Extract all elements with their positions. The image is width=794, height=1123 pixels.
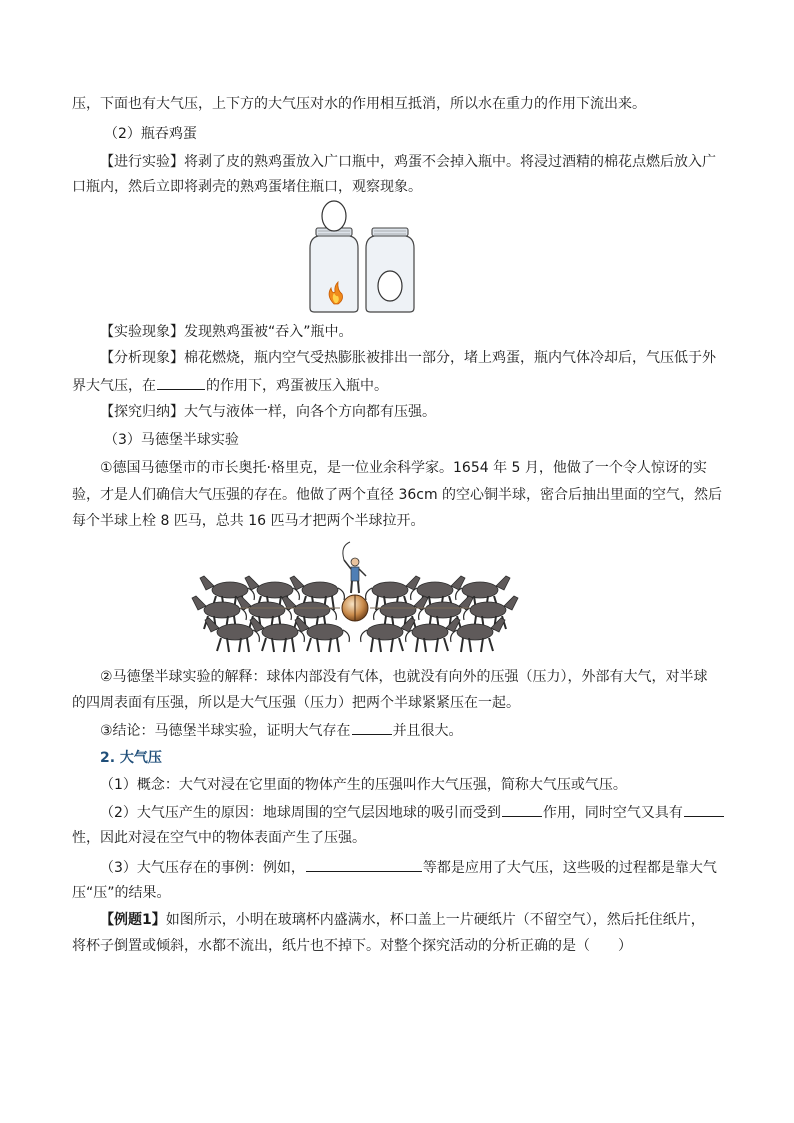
text-line: 性，因此对浸在空气中的物体表面产生了压强。	[72, 830, 366, 846]
fill-blank[interactable]	[352, 720, 392, 735]
text-line: ②马德堡半球实验的解释：球体内部没有气体，也就没有向外的压强（压力），外部有大气，对半球	[100, 669, 708, 685]
text-line: 验，才是人们确信大气压强的存在。他做了两个直径 36cm 的空心铜半球，密合后抽出里面的空气，然后	[72, 487, 723, 503]
text-fragment: 界大气压，在	[72, 378, 156, 394]
egg-bottle-figure	[300, 200, 430, 315]
fill-blank[interactable]	[157, 375, 205, 390]
subsection-heading: （3）马德堡半球实验	[104, 432, 239, 448]
example-label: 【例题1】	[100, 912, 166, 928]
subsection-heading: （2）瓶吞鸡蛋	[104, 126, 197, 142]
text-fragment: ③结论：马德堡半球实验，证明大气存在	[100, 723, 351, 739]
text-line: ①德国马德堡市的市长奥托·格里克，是一位业余科学家。1654 年 5 月，他做了一个令人惊讶的实	[100, 460, 707, 476]
text-line: 压“压”的结果。	[72, 885, 171, 901]
text-line: 的四周表面有压强，所以是大气压强（压力）把两个半球紧紧压在一起。	[72, 695, 520, 711]
left-horse-team	[192, 576, 349, 652]
text-fragment: 等都是应用了大气压，这些吸的过程都是靠大气	[422, 860, 717, 876]
text-line: 【探究归纳】大气与液体一样，向各个方向都有压强。	[100, 404, 436, 420]
text-line: 压，下面也有大气压，上下方的大气压对水的作用相互抵消，所以水在重力的作用下流出来。	[72, 96, 646, 112]
section-heading: 2. 大气压	[100, 750, 162, 766]
text-line	[72, 375, 722, 396]
fill-blank[interactable]	[306, 857, 422, 872]
magdeburg-horses-figure	[180, 540, 530, 660]
text-line: 【进行实验】将剥了皮的熟鸡蛋放入广口瓶中，鸡蛋不会掉入瓶中。将浸过酒精的棉花点燃后放入广	[100, 154, 716, 170]
text-line: 将杯子倒置或倾斜，水都不流出，纸片也不掉下。对整个探究活动的分析正确的是（ ）	[72, 938, 632, 954]
text-line	[100, 910, 750, 930]
bottle-left	[310, 201, 358, 312]
text-fragment: 如图所示，小明在玻璃杯内盛满水，杯口盖上一片硬纸片（不留空气），然后托住纸片，	[165, 912, 705, 928]
bottle-right	[366, 228, 414, 312]
text-fragment: 并且很大。	[392, 723, 463, 739]
text-line	[100, 857, 750, 878]
text-line: 【实验现象】发现熟鸡蛋被“吞入”瓶中。	[100, 324, 353, 340]
text-fragment: （2）大气压产生的原因：地球周围的空气层因地球的吸引而受到	[100, 805, 501, 821]
text-line: 【分析现象】棉花燃烧，瓶内空气受热膨胀被排出一部分，堵上鸡蛋，瓶内气体冷却后，气压低于外	[100, 350, 716, 366]
right-horse-team	[361, 576, 518, 652]
fill-blank[interactable]	[684, 802, 724, 817]
fill-blank[interactable]	[502, 802, 542, 817]
text-line: （1）概念：大气对浸在它里面的物体产生的压强叫作大气压强，简称大气压或气压。	[100, 777, 627, 793]
man-figure	[343, 542, 366, 593]
text-line	[100, 720, 750, 741]
text-line: 每个半球上栓 8 匹马，总共 16 匹马才把两个半球拉开。	[72, 513, 425, 529]
text-fragment: 的作用下，鸡蛋被压入瓶中。	[206, 378, 388, 394]
text-line	[100, 802, 750, 823]
text-fragment: 作用，同时空气又具有	[542, 805, 683, 821]
text-line: 口瓶内，然后立即将剥壳的熟鸡蛋堵住瓶口，观察现象。	[72, 179, 422, 195]
text-fragment: （3）大气压存在的事例：例如，	[100, 860, 305, 876]
